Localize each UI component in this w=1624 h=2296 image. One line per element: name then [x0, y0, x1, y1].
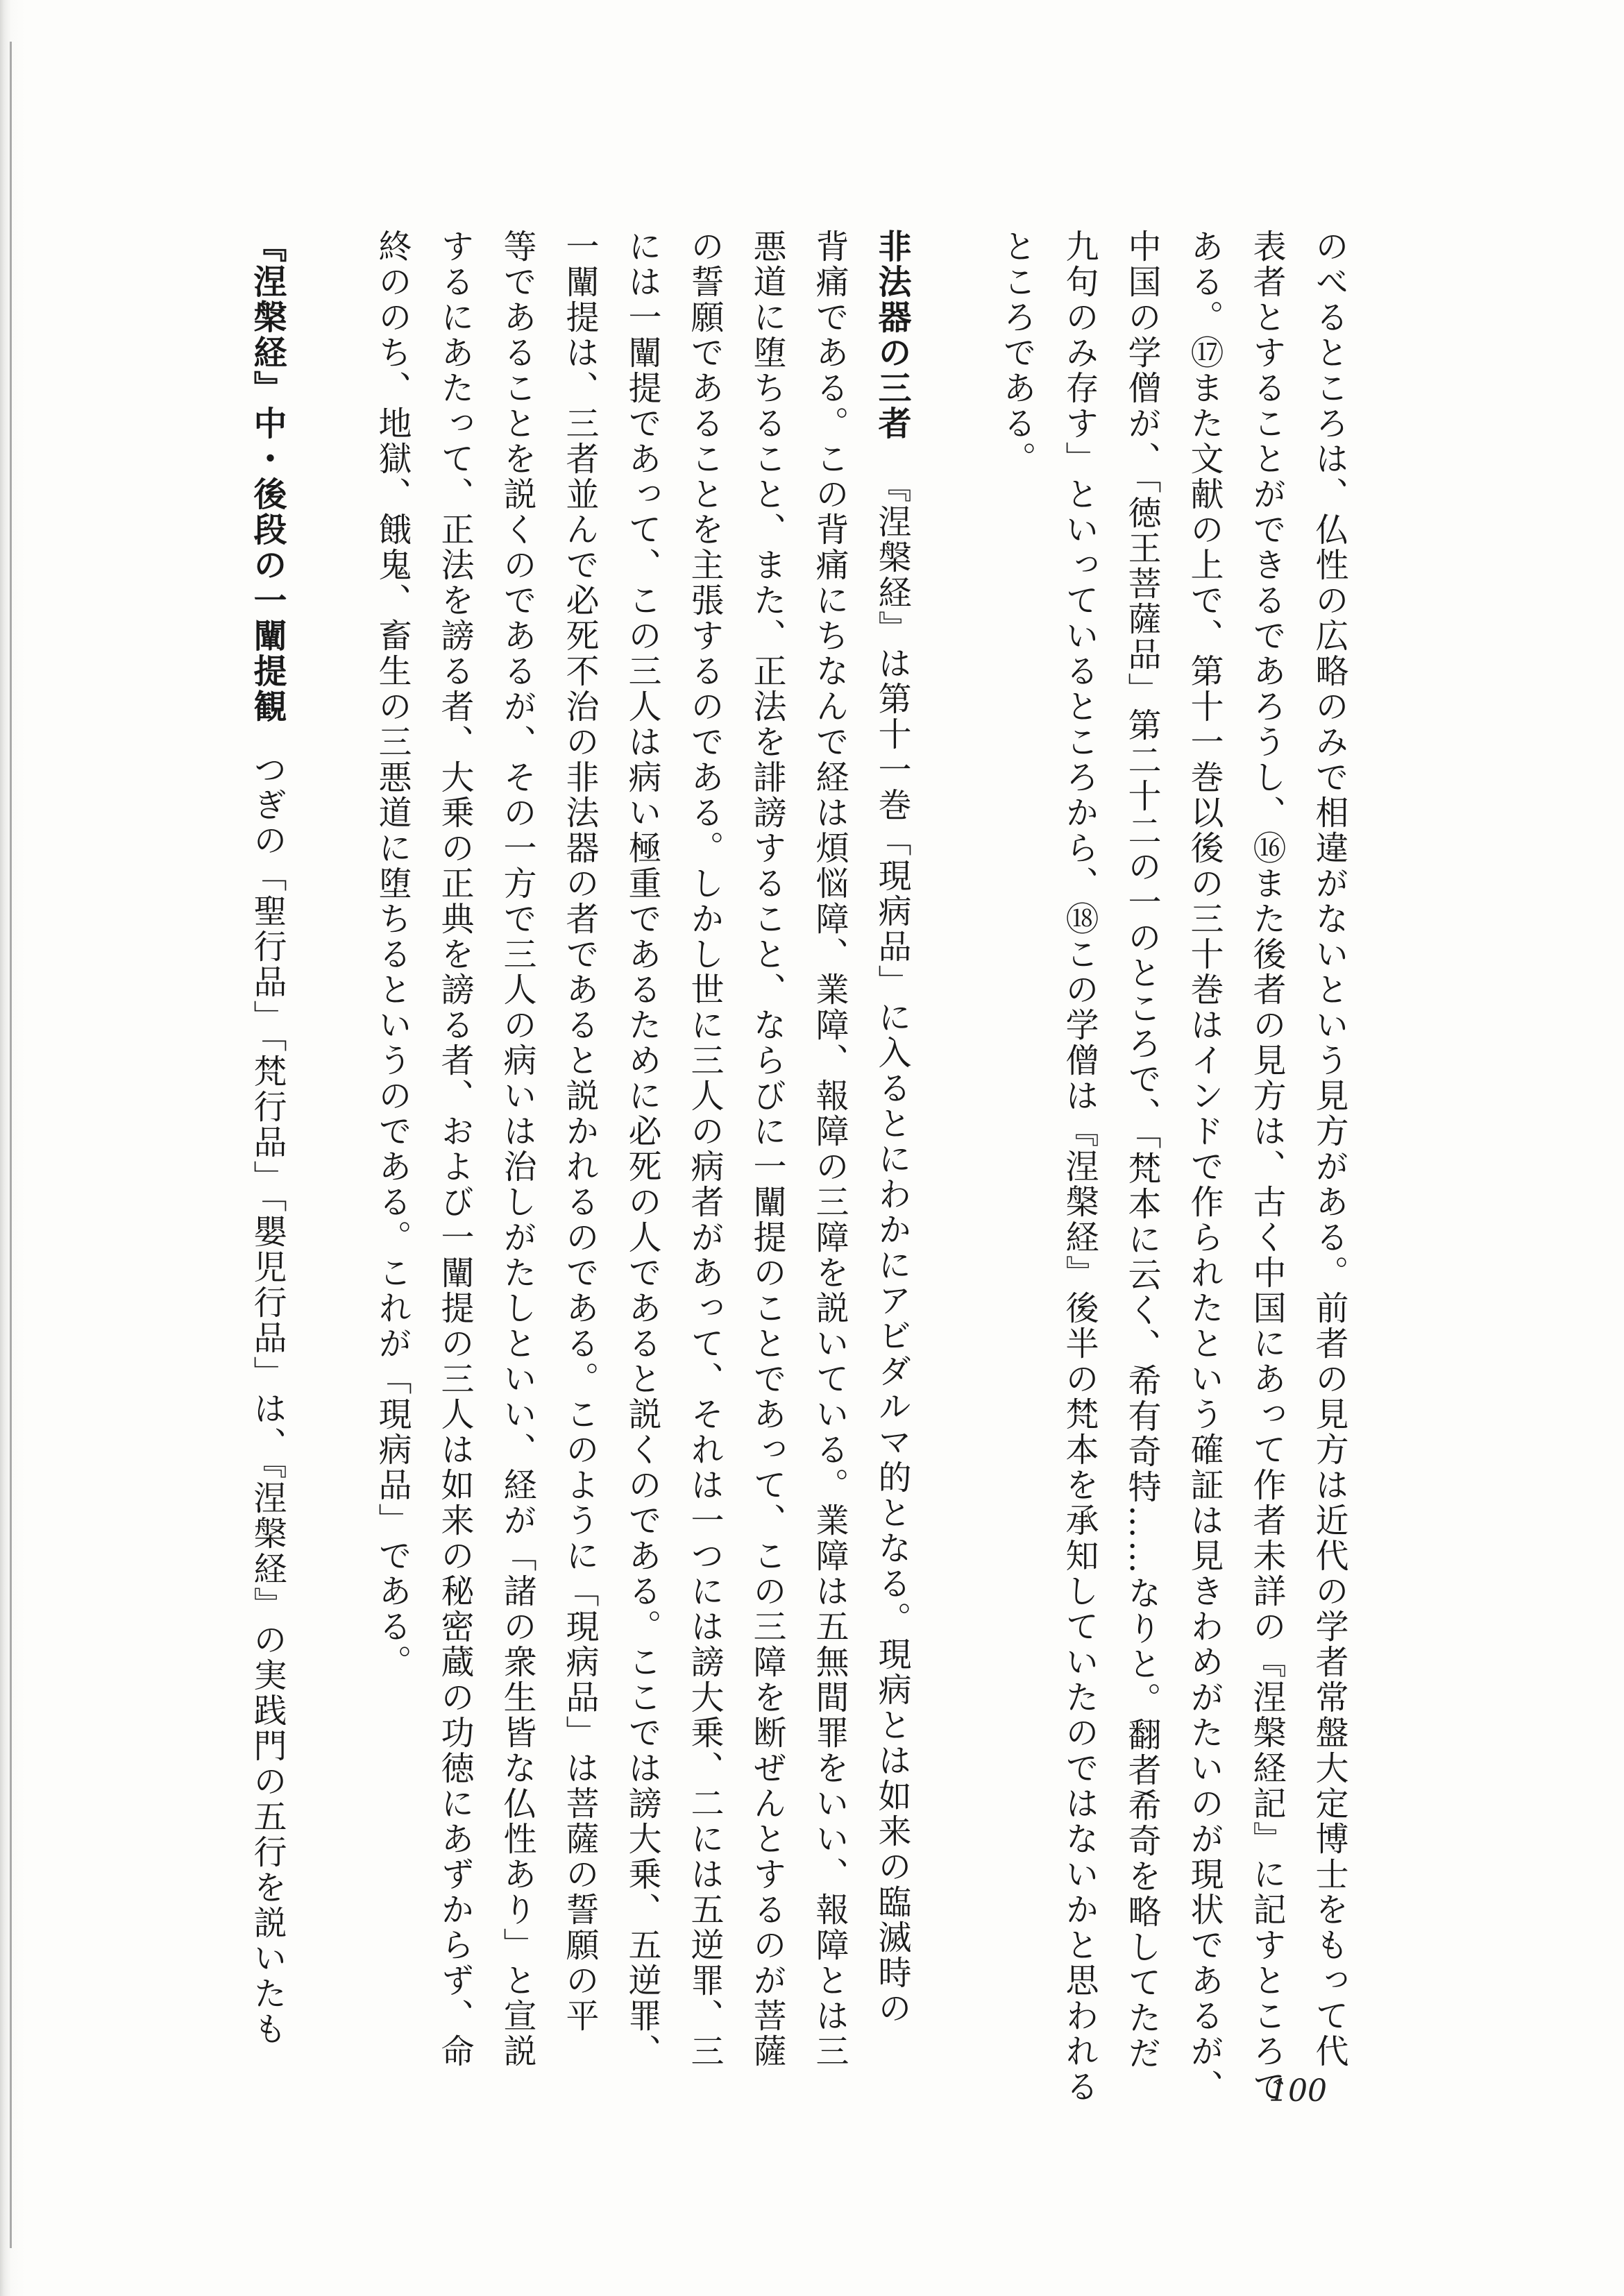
text-line: 九句のみ存す」といっているところから、⑱この学僧は『涅槃経』後半の梵本を承知していたのではないかと思われる — [1060, 229, 1099, 2104]
section-heading-non-dharma-vessels: 非法器の三者 — [872, 229, 911, 441]
text-line: ところである。 — [997, 229, 1036, 477]
text-line: ある。⑰また文献の上で、第十一巻以後の三十巻はインドで作られたという確証は見きわめがたいのが現状であるが、 — [1185, 229, 1224, 2104]
text-line: 表者とすることができるであろうし、⑯また後者の見方は、古く中国にあって作者未詳の『涅槃経記』に記すところで — [1247, 229, 1286, 2104]
section-first-line — [861, 229, 923, 2026]
text-line: 『涅槃経』は第十一巻「現病品」に入るとにわかにアビダルマ的となる。現病とは如来の臨滅時の — [872, 469, 911, 2026]
text-line: するにあたって、正法を謗る者、大乗の正典を謗る者、および一闡提の三人は如来の秘密蔵の功徳にあずからず、命 — [435, 229, 474, 2069]
binding-edge — [0, 0, 25, 2296]
text-line: 背痛である。この背痛にちなんで経は煩悩障、業障、報障の三障を説いている。業障は五無間罪をいい、報障とは三 — [810, 229, 849, 2069]
page-number: 100 — [1269, 2073, 1327, 2109]
text-line: 中国の学僧が、「徳王菩薩品」第二十二の一のところで、「梵本に云く、希有奇特……なりと。翻者希奇を略してただ — [1122, 229, 1161, 2071]
text-line: 等であることを説くのであるが、その一方で三人の病いは治しがたしといい、経が「諸の衆生皆な仏性あり」と宣説 — [498, 229, 536, 2069]
text-line: には一闡提であって、この三人は病い極重であるために必死の人であると説くのである。ここでは謗大乗、五逆罪、 — [623, 229, 661, 2069]
text-line: 終ののち、地獄、餓鬼、畜生の三悪道に堕ちるというのである。これが「現病品」である。 — [373, 229, 412, 1680]
text-line: つぎの「聖行品」「梵行品」「嬰児行品」は、『涅槃経』の実践門の五行を説いたも — [248, 752, 287, 2047]
text-line: のべるところは、仏性の広略のみで相違がないという見方がある。前者の見方は近代の学者常盤大定博士をもって代 — [1310, 229, 1348, 2069]
text-line: 一闡提は、三者並んで必死不治の非法器の者であると説かれるのである。このように「現病品」は菩薩の誓願の平 — [560, 229, 599, 2034]
section-heading-icchantika-view: 『涅槃経』中・後段の一闡提観 — [248, 229, 287, 724]
paragraph-spacer — [298, 229, 361, 1991]
section-first-line — [236, 229, 298, 2047]
text-line: 悪道に堕ちること、また、正法を誹謗すること、ならびに一闡提のことであって、この三障を断ぜんとするのが菩薩 — [747, 229, 786, 2069]
paragraph-spacer — [923, 229, 986, 1991]
binding-shadow-line — [10, 42, 12, 2248]
text-line: の誓願であることを主張するのである。しかし世に三人の病者があって、それは一つには謗大乗、二には五逆罪、三 — [685, 229, 724, 2069]
